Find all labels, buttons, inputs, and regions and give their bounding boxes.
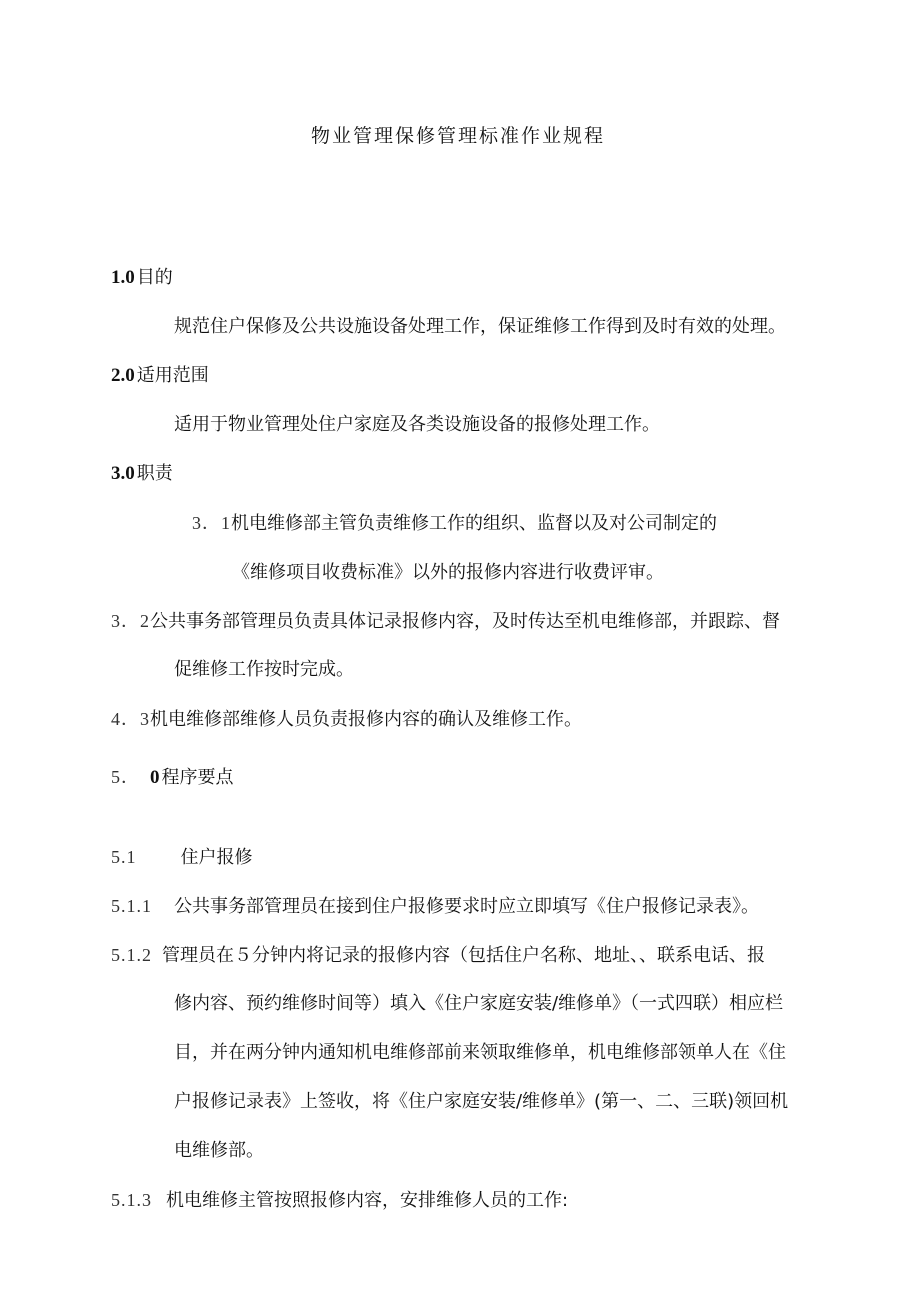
item-5-1-2-line-5: 电维修部。 (174, 1140, 264, 1161)
item-3-2-line-2: 促维修工作按时完成。 (174, 659, 354, 680)
section-number: 3.0 (111, 463, 135, 484)
item-3-1-line-1 (192, 511, 717, 536)
document-title: 物业管理保修管理标准作业规程 (311, 125, 606, 147)
item-text: 机电维修部主管负责维修工作的组织、监督以及对公司制定的 (231, 513, 717, 534)
section-5-heading (111, 765, 234, 790)
section-title: 程序要点 (161, 767, 234, 788)
section-title: 适用范围 (136, 365, 209, 386)
item-number: 5.1.1 (111, 896, 152, 916)
item-5-1-2-line-3: 目，并在两分钟内通知机电维修部前来领取维修单，机电维修部领单人在《住 (174, 1042, 786, 1063)
section-3-heading (111, 462, 173, 486)
item-5-1-2-line-4: 户报修记录表》上签收，将《住户家庭安装/维修单》(第一、二、三联)领回机 (174, 1091, 789, 1112)
subsection-title: 住户报修 (180, 847, 253, 868)
item-5-1-2-line-2: 修内容、预约维修时间等）填入《住户家庭安装/维修单》（一式四联）相应栏 (174, 993, 784, 1014)
item-text: 管理员在５分钟内将记录的报修内容（包括住户名称、地址、、联系电话、报 (162, 945, 765, 966)
item-number: 4．3 (111, 709, 150, 729)
item-number: 5.1.3 (111, 1190, 152, 1210)
item-number: 3．2 (111, 611, 150, 631)
section-number: 1.0 (111, 267, 135, 288)
section-1-heading (111, 266, 173, 290)
item-text: 公共事务部管理员负责具体记录报修内容，及时传达至机电维修部，并跟踪、督 (150, 611, 780, 632)
section-2-text: 适用于物业管理处住户家庭及各类设施设备的报修处理工作。 (174, 414, 660, 435)
item-text: 机电维修主管按照报修内容，安排维修人员的工作: (166, 1190, 569, 1211)
item-3-2-line-1 (111, 609, 780, 634)
section-number-prefix: 5． (111, 767, 140, 787)
item-5-1-1-line-1 (111, 894, 759, 919)
section-1-text: 规范住户保修及公共设施设备处理工作，保证维修工作得到及时有效的处理。 (174, 316, 786, 337)
item-5-1-3-line-1 (111, 1188, 568, 1213)
section-title: 职责 (136, 463, 173, 484)
item-number: 3．1 (192, 513, 231, 533)
item-text: 机电维修部维修人员负责报修内容的确认及维修工作。 (150, 709, 582, 730)
section-number: 2.0 (111, 365, 135, 386)
section-title: 目的 (136, 267, 173, 288)
item-5-1-2-line-1 (111, 943, 765, 968)
item-3-3-line-1 (111, 707, 582, 732)
item-number: 5.1.2 (111, 945, 152, 965)
section-number-digit: 0 (150, 767, 160, 788)
subsection-5-1-heading (111, 845, 253, 870)
subsection-number: 5.1 (111, 847, 137, 867)
item-3-1-line-2: 《维修项目收费标准》以外的报修内容进行收费评审。 (232, 562, 664, 583)
item-text: 公共事务部管理员在接到住户报修要求时应立即填写《住户报修记录表》。 (174, 896, 759, 917)
section-2-heading (111, 364, 209, 388)
